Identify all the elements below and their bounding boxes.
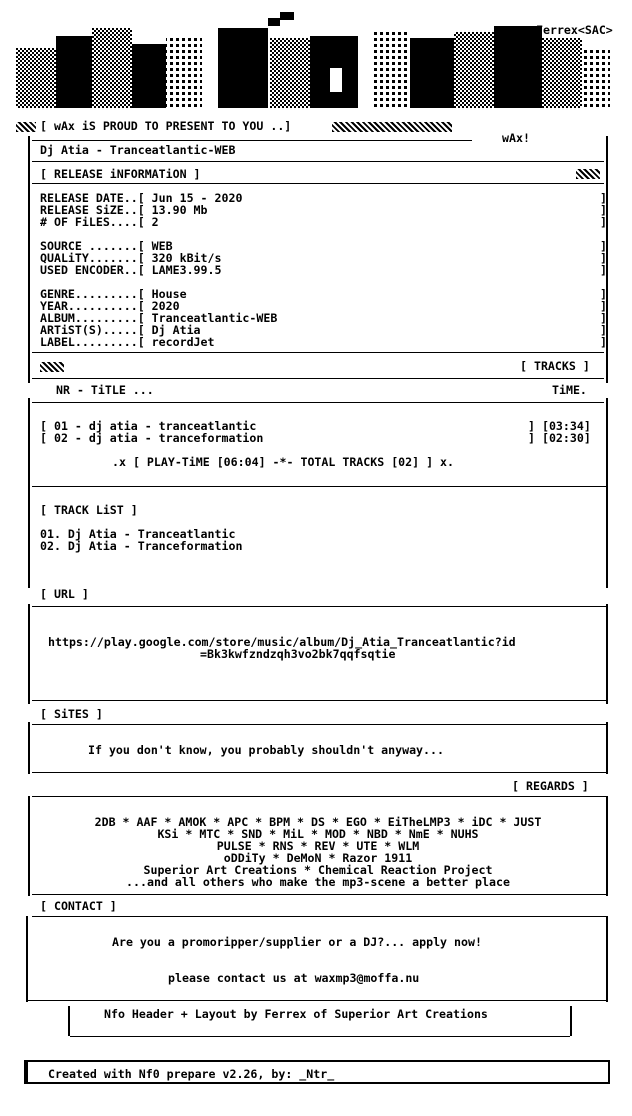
track-time: ] [03:34] bbox=[528, 419, 591, 433]
divider bbox=[32, 486, 608, 487]
info-line-year: YEAR..........[ 2020 bbox=[40, 299, 180, 313]
regards-line: 2DB * AAF * AMOK * APC * BPM * DS * EGO * EiTheLMP3 * iDC * JUST bbox=[94, 815, 542, 829]
regards-line: PULSE * RNS * REV * UTE * WLM bbox=[216, 839, 420, 853]
bracket: ] bbox=[600, 263, 607, 277]
contact-email[interactable]: please contact us at waxmp3@moffa.nu bbox=[168, 971, 420, 985]
sites-text: If you don't know, you probably shouldn't anyway... bbox=[88, 743, 444, 757]
wax-tag: wAx! bbox=[502, 131, 530, 145]
contact-header: [ CONTACT ] bbox=[40, 899, 117, 913]
info-line-files: # OF FiLES....[ 2 bbox=[40, 215, 159, 229]
sites-header: [ SiTES ] bbox=[40, 707, 103, 721]
right-border bbox=[606, 796, 608, 896]
bracket: ] bbox=[600, 323, 607, 337]
hatch-decoration bbox=[16, 122, 36, 132]
hatch-decoration bbox=[40, 362, 64, 372]
bracket: ] bbox=[600, 251, 607, 265]
bracket: ] bbox=[600, 287, 607, 301]
tracklist-item: 01. Dj Atia - Tranceatlantic bbox=[40, 527, 236, 541]
left-border bbox=[68, 1006, 70, 1036]
col-time: TiME. bbox=[552, 383, 587, 397]
right-border bbox=[606, 398, 608, 588]
divider bbox=[32, 724, 606, 725]
divider bbox=[32, 352, 604, 353]
logo-credit: Ferrex<SAC> bbox=[536, 23, 613, 37]
url-link[interactable]: https://play.google.com/store/music/album/Dj_Atia_Tranceatlantic?id bbox=[48, 635, 516, 649]
info-line-album: ALBUM.........[ Tranceatlantic-WEB bbox=[40, 311, 278, 325]
divider bbox=[28, 1000, 608, 1001]
divider bbox=[32, 772, 606, 773]
bracket: ] bbox=[600, 299, 607, 313]
info-line-artist: ARTiST(S).....[ Dj Atia bbox=[40, 323, 201, 337]
release-title: Dj Atia - Tranceatlantic-WEB bbox=[40, 143, 236, 157]
hatch-decoration bbox=[332, 122, 452, 132]
info-line-source: SOURCE .......[ WEB bbox=[40, 239, 173, 253]
bracket: ] bbox=[600, 311, 607, 325]
divider bbox=[70, 1036, 570, 1037]
regards-line: KSi * MTC * SND * MiL * MOD * NBD * NmE * NUHS bbox=[157, 827, 479, 841]
left-border bbox=[28, 398, 30, 588]
right-border bbox=[606, 916, 608, 1002]
contact-apply: Are you a promoripper/supplier or a DJ?... apply now! bbox=[112, 935, 482, 949]
info-line-encoder: USED ENCODER..[ LAME3.99.5 bbox=[40, 263, 222, 277]
divider bbox=[32, 161, 604, 162]
divider bbox=[32, 183, 604, 184]
left-border bbox=[28, 796, 30, 896]
left-border bbox=[28, 604, 30, 704]
tracklist-header: [ TRACK LiST ] bbox=[40, 503, 138, 517]
divider bbox=[32, 700, 606, 701]
url-header: [ URL ] bbox=[40, 587, 89, 601]
divider bbox=[32, 916, 606, 917]
info-line-release-date: RELEASE DATE..[ Jun 15 - 2020 bbox=[40, 191, 243, 205]
bracket: ] bbox=[600, 239, 607, 253]
wax-ascii-logo bbox=[8, 8, 612, 120]
regards-line: ...and all others who make the mp3-scene a better place bbox=[126, 875, 510, 889]
url-link-continued[interactable]: =Bk3kwfzndzqh3vo2bk7qqfsqtie bbox=[200, 647, 396, 661]
playtime-summary: .x [ PLAY-TiME [06:04] -*- TOTAL TRACKS [02] ] x. bbox=[112, 455, 455, 469]
divider bbox=[32, 402, 604, 403]
hatch-decoration bbox=[576, 169, 600, 179]
regards-line: Superior Art Creations * Chemical Reaction Project bbox=[143, 863, 493, 877]
regards-header: [ REGARDS ] bbox=[512, 779, 589, 793]
created-with: Created with Nf0 prepare v2.26, by: _Ntr_ bbox=[48, 1067, 335, 1081]
track-time: ] [02:30] bbox=[528, 431, 591, 445]
col-nr-title: NR - TiTLE ... bbox=[56, 383, 154, 397]
bracket: ] bbox=[600, 203, 607, 217]
divider bbox=[32, 606, 606, 607]
info-line-genre: GENRE.........[ House bbox=[40, 287, 187, 301]
bracket: ] bbox=[600, 191, 607, 205]
regards-line: oDDiTy * DeMoN * Razor 1911 bbox=[223, 851, 413, 865]
tracklist-item: 02. Dj Atia - Tranceformation bbox=[40, 539, 243, 553]
right-border bbox=[606, 722, 608, 774]
info-line-label: LABEL.........[ recordJet bbox=[40, 335, 215, 349]
divider bbox=[32, 894, 606, 895]
info-header: [ RELEASE iNFORMATiON ] bbox=[40, 167, 201, 181]
present-banner: [ wAx iS PROUD TO PRESENT TO YOU ..] bbox=[40, 119, 292, 133]
divider bbox=[32, 140, 472, 141]
footer-credit: Nfo Header + Layout by Ferrex of Superior Art Creations bbox=[104, 1007, 488, 1021]
track-row: [ 01 - dj atia - tranceatlantic bbox=[40, 419, 257, 433]
bracket: ] bbox=[600, 215, 607, 229]
bracket: ] bbox=[600, 335, 607, 349]
divider bbox=[32, 378, 604, 379]
info-line-release-size: RELEASE SiZE..[ 13.90 Mb bbox=[40, 203, 208, 217]
info-line-quality: QUALiTY.......[ 320 kBit/s bbox=[40, 251, 222, 265]
track-row: [ 02 - dj atia - tranceformation bbox=[40, 431, 264, 445]
tracks-header: [ TRACKS ] bbox=[520, 359, 590, 373]
right-border bbox=[570, 1006, 572, 1036]
left-border bbox=[28, 722, 30, 774]
left-border bbox=[26, 916, 28, 1002]
divider bbox=[32, 796, 606, 797]
right-border bbox=[606, 604, 608, 704]
left-border bbox=[28, 136, 30, 383]
